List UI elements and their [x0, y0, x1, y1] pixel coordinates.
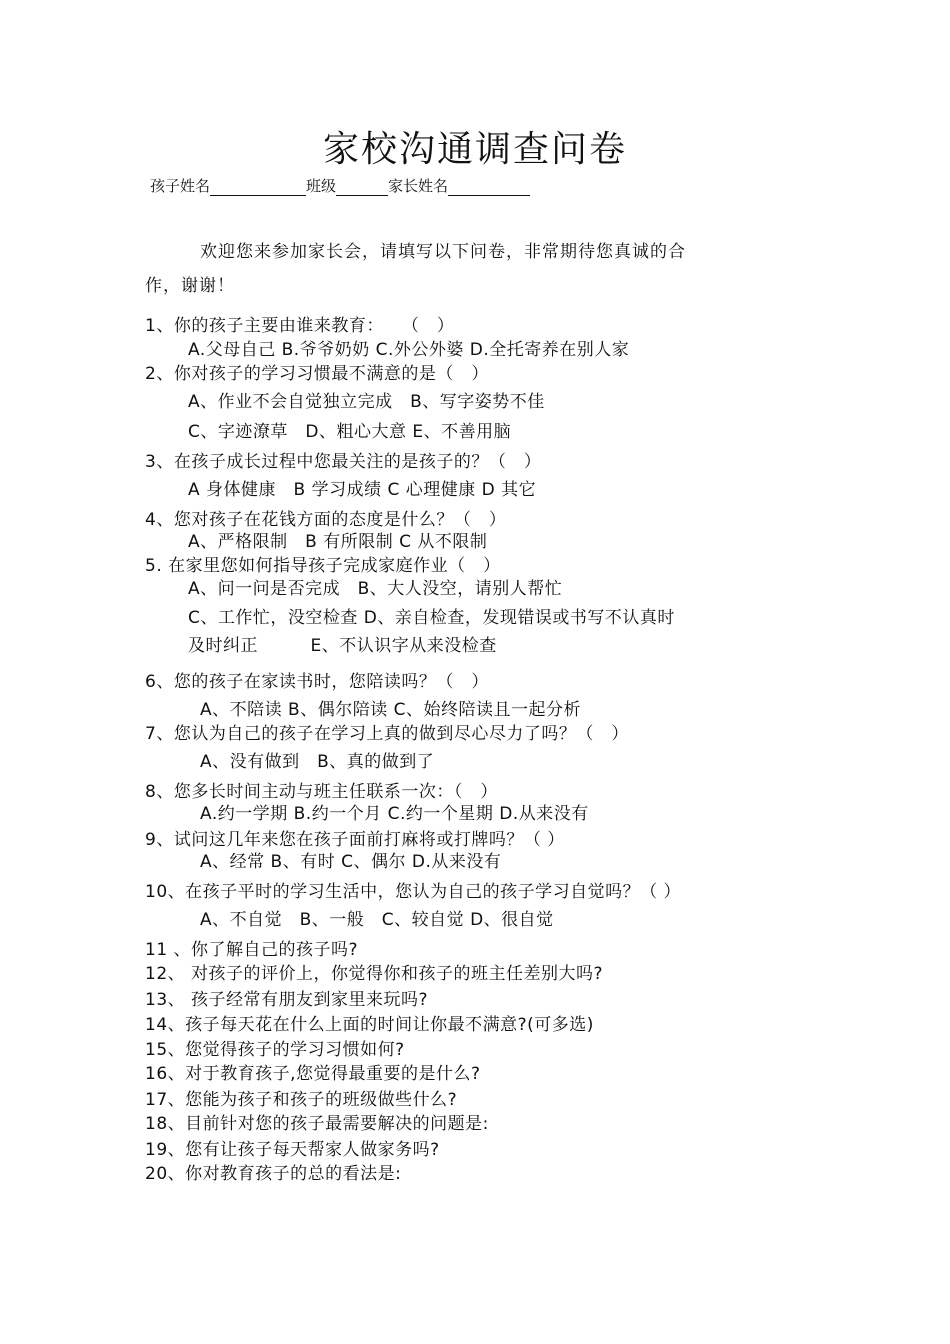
answer-options: A、不自觉 B、一般 C、较自觉 D、很自觉: [200, 910, 554, 930]
question-item: 20、你对教育孩子的总的看法是:: [145, 1164, 402, 1184]
question-item: 1、你的孩子主要由谁来教育： （ ）: [145, 316, 455, 336]
class-blank[interactable]: [336, 178, 388, 196]
question-item: 7、您认为自己的孩子在学习上真的做到尽心尽力了吗？（ ）: [145, 724, 629, 744]
answer-options: A.约一学期 B.约一个月 C.约一个星期 D.从来没有: [200, 804, 589, 824]
info-fields: [150, 176, 530, 196]
question-item: 11 、你了解自己的孩子吗?: [145, 940, 359, 960]
question-item: 19、您有让孩子每天帮家人做家务吗?: [145, 1140, 440, 1160]
question-item: 18、目前针对您的孩子最需要解决的问题是:: [145, 1114, 489, 1134]
answer-options: A、经常 B、有时 C、偶尔 D.从来没有: [200, 852, 502, 872]
class-label: 班级: [306, 177, 337, 195]
question-item: 15、您觉得孩子的学习习惯如何?: [145, 1040, 405, 1060]
question-item: 6、您的孩子在家读书时，您陪读吗？（ ）: [145, 672, 489, 692]
question-item: 5. 在家里您如何指导孩子完成家庭作业（ ）: [145, 556, 501, 576]
question-item: 16、对于教育孩子,您觉得最重要的是什么?: [145, 1064, 481, 1084]
page-title: 家校沟通调查问卷: [322, 129, 627, 170]
question-item: 13、 孩子经常有朋友到家里来玩吗?: [145, 990, 429, 1010]
answer-options: A、作业不会自觉独立完成 B、写字姿势不佳: [188, 392, 545, 412]
parent-name-blank[interactable]: [448, 178, 530, 196]
answer-options: A、问一问是否完成 B、大人没空，请别人帮忙: [188, 579, 563, 599]
parent-name-label: 家长姓名: [388, 177, 449, 195]
question-item: 12、 对孩子的评价上，你觉得你和孩子的班主任差别大吗?: [145, 964, 604, 984]
answer-options: A、严格限制 B 有所限制 C 从不限制: [188, 532, 488, 552]
question-item: 14、孩子每天花在什么上面的时间让你最不满意?(可多选): [145, 1015, 594, 1035]
answer-options: C、字迹潦草 D、粗心大意 E、不善用脑: [188, 422, 512, 442]
answer-options: C、工作忙，没空检查 D、亲自检查，发现错误或书写不认真时: [188, 608, 675, 628]
answer-options: A 身体健康 B 学习成绩 C 心理健康 D 其它: [188, 480, 537, 500]
intro-line-1: 欢迎您来参加家长会，请填写以下问卷，非常期待您真诚的合: [200, 242, 686, 262]
answer-options: A、不陪读 B、偶尔陪读 C、始终陪读且一起分析: [200, 700, 581, 720]
answer-options: A、没有做到 B、真的做到了: [200, 752, 435, 772]
intro-line-2: 作，谢谢！: [145, 276, 235, 296]
question-item: 2、你对孩子的学习习惯最不满意的是（ ）: [145, 364, 489, 384]
question-item: 9、试问这几年来您在孩子面前打麻将或打牌吗？（ ）: [145, 830, 565, 850]
answer-options: A.父母自己 B.爷爷奶奶 C.外公外婆 D.全托寄养在别人家: [188, 340, 630, 360]
question-item: 10、在孩子平时的学习生活中，您认为自己的孩子学习自觉吗？（ ）: [145, 882, 682, 902]
question-item: 8、您多长时间主动与班主任联系一次：（ ）: [145, 782, 498, 802]
question-item: 17、您能为孩子和孩子的班级做些什么?: [145, 1090, 458, 1110]
child-name-label: 孩子姓名: [150, 177, 211, 195]
question-item: 3、在孩子成长过程中您最关注的是孩子的？（ ）: [145, 452, 542, 472]
question-item: 4、您对孩子在花钱方面的态度是什么？（ ）: [145, 510, 507, 530]
child-name-blank[interactable]: [210, 178, 306, 196]
answer-options: 及时纠正 E、不认识字从来没检查: [188, 636, 497, 656]
